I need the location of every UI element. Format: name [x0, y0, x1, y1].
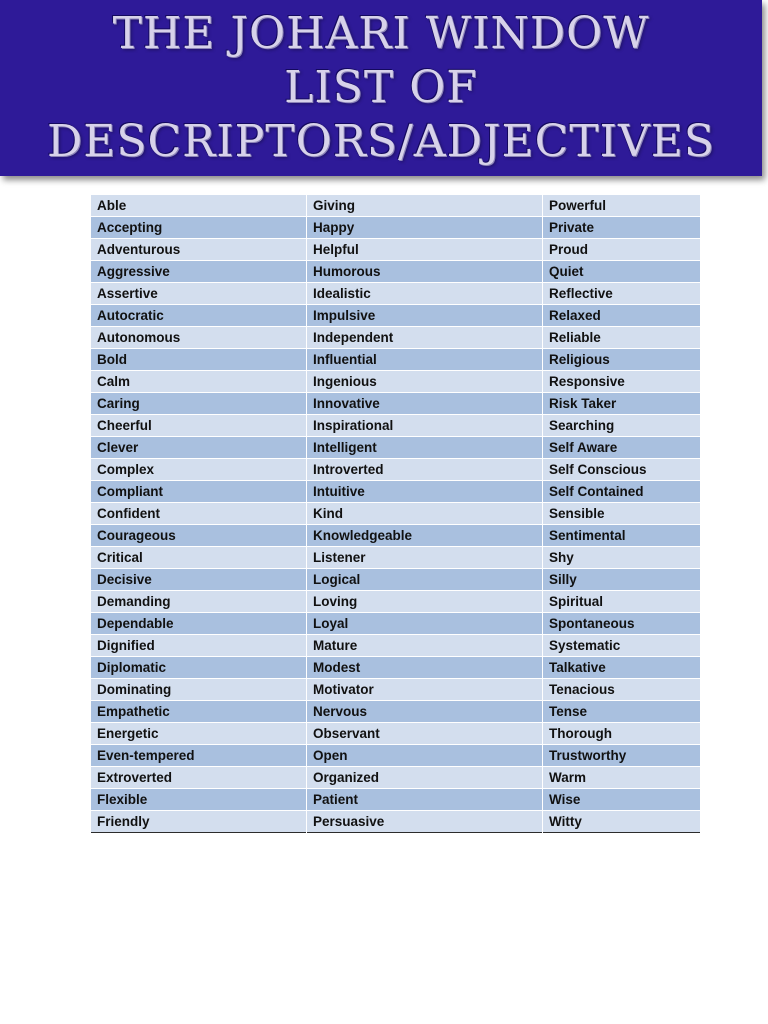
descriptor-cell: Trustworthy	[543, 745, 701, 767]
descriptor-cell: Warm	[543, 767, 701, 789]
table-row	[91, 239, 701, 261]
descriptor-cell: Quiet	[543, 261, 701, 283]
descriptor-cell: Powerful	[543, 195, 701, 217]
descriptor-cell: Clever	[91, 437, 307, 459]
descriptor-cell: Ingenious	[307, 371, 543, 393]
descriptor-cell: Thorough	[543, 723, 701, 745]
descriptor-cell: Reflective	[543, 283, 701, 305]
descriptor-cell: Witty	[543, 811, 701, 833]
descriptor-cell: Introverted	[307, 459, 543, 481]
descriptor-cell: Independent	[307, 327, 543, 349]
descriptor-cell: Loyal	[307, 613, 543, 635]
descriptor-cell: Dignified	[91, 635, 307, 657]
descriptors-table-container	[90, 194, 700, 833]
descriptor-cell: Compliant	[91, 481, 307, 503]
descriptor-cell: Patient	[307, 789, 543, 811]
table-row	[91, 723, 701, 745]
descriptor-cell: Open	[307, 745, 543, 767]
descriptor-cell: Organized	[307, 767, 543, 789]
descriptor-cell: Spiritual	[543, 591, 701, 613]
descriptor-cell: Humorous	[307, 261, 543, 283]
descriptor-cell: Responsive	[543, 371, 701, 393]
descriptor-cell: Knowledgeable	[307, 525, 543, 547]
descriptor-cell: Logical	[307, 569, 543, 591]
descriptor-cell: Innovative	[307, 393, 543, 415]
descriptor-cell: Talkative	[543, 657, 701, 679]
descriptor-cell: Adventurous	[91, 239, 307, 261]
table-row	[91, 679, 701, 701]
table-row	[91, 481, 701, 503]
descriptor-cell: Sensible	[543, 503, 701, 525]
descriptor-cell: Giving	[307, 195, 543, 217]
table-row	[91, 745, 701, 767]
descriptor-cell: Motivator	[307, 679, 543, 701]
descriptor-cell: Dominating	[91, 679, 307, 701]
descriptor-cell: Assertive	[91, 283, 307, 305]
table-row	[91, 415, 701, 437]
descriptor-cell: Even-tempered	[91, 745, 307, 767]
table-row	[91, 635, 701, 657]
descriptor-cell: Confident	[91, 503, 307, 525]
descriptor-cell: Reliable	[543, 327, 701, 349]
table-row	[91, 305, 701, 327]
table-row	[91, 591, 701, 613]
table-row	[91, 547, 701, 569]
descriptor-cell: Shy	[543, 547, 701, 569]
descriptor-cell: Cheerful	[91, 415, 307, 437]
descriptor-cell: Mature	[307, 635, 543, 657]
descriptor-cell: Diplomatic	[91, 657, 307, 679]
descriptor-cell: Nervous	[307, 701, 543, 723]
table-row	[91, 393, 701, 415]
descriptor-cell: Searching	[543, 415, 701, 437]
title-line-2: LIST OF	[284, 62, 478, 113]
descriptor-cell: Sentimental	[543, 525, 701, 547]
descriptor-cell: Inspirational	[307, 415, 543, 437]
descriptor-cell: Courageous	[91, 525, 307, 547]
descriptor-cell: Listener	[307, 547, 543, 569]
descriptor-cell: Empathetic	[91, 701, 307, 723]
table-row	[91, 657, 701, 679]
descriptors-table	[90, 194, 701, 833]
descriptor-cell: Autocratic	[91, 305, 307, 327]
descriptor-cell: Autonomous	[91, 327, 307, 349]
descriptor-cell: Private	[543, 217, 701, 239]
descriptor-cell: Observant	[307, 723, 543, 745]
table-row	[91, 459, 701, 481]
descriptor-cell: Dependable	[91, 613, 307, 635]
table-row	[91, 261, 701, 283]
descriptor-cell: Caring	[91, 393, 307, 415]
descriptor-cell: Complex	[91, 459, 307, 481]
descriptor-cell: Persuasive	[307, 811, 543, 833]
descriptor-cell: Impulsive	[307, 305, 543, 327]
descriptor-cell: Kind	[307, 503, 543, 525]
descriptor-cell: Risk Taker	[543, 393, 701, 415]
descriptor-cell: Silly	[543, 569, 701, 591]
descriptor-cell: Systematic	[543, 635, 701, 657]
table-row	[91, 283, 701, 305]
descriptor-cell: Bold	[91, 349, 307, 371]
table-row	[91, 437, 701, 459]
descriptor-cell: Able	[91, 195, 307, 217]
table-row	[91, 613, 701, 635]
descriptor-cell: Calm	[91, 371, 307, 393]
descriptor-cell: Accepting	[91, 217, 307, 239]
descriptor-cell: Modest	[307, 657, 543, 679]
descriptor-cell: Loving	[307, 591, 543, 613]
descriptor-cell: Energetic	[91, 723, 307, 745]
table-row	[91, 217, 701, 239]
descriptor-cell: Self Contained	[543, 481, 701, 503]
table-row	[91, 371, 701, 393]
descriptor-cell: Intelligent	[307, 437, 543, 459]
table-row	[91, 525, 701, 547]
title-line-3: DESCRIPTORS/ADJECTIVES	[46, 116, 716, 167]
descriptor-cell: Intuitive	[307, 481, 543, 503]
descriptor-cell: Decisive	[91, 569, 307, 591]
descriptor-cell: Self Conscious	[543, 459, 701, 481]
table-row	[91, 327, 701, 349]
descriptor-cell: Tense	[543, 701, 701, 723]
descriptor-cell: Relaxed	[543, 305, 701, 327]
descriptor-cell: Aggressive	[91, 261, 307, 283]
descriptor-cell: Spontaneous	[543, 613, 701, 635]
descriptor-cell: Religious	[543, 349, 701, 371]
descriptor-cell: Happy	[307, 217, 543, 239]
table-row	[91, 701, 701, 723]
descriptor-cell: Proud	[543, 239, 701, 261]
table-row	[91, 195, 701, 217]
descriptor-cell: Tenacious	[543, 679, 701, 701]
descriptor-cell: Friendly	[91, 811, 307, 833]
descriptors-table-body	[91, 195, 701, 833]
descriptor-cell: Wise	[543, 789, 701, 811]
descriptor-cell: Critical	[91, 547, 307, 569]
table-row	[91, 349, 701, 371]
table-row	[91, 789, 701, 811]
title-banner	[0, 0, 762, 176]
table-row	[91, 503, 701, 525]
table-row	[91, 767, 701, 789]
descriptor-cell: Demanding	[91, 591, 307, 613]
descriptor-cell: Extroverted	[91, 767, 307, 789]
title-line-1: THE JOHARI WINDOW	[112, 8, 650, 59]
descriptor-cell: Helpful	[307, 239, 543, 261]
descriptor-cell: Self Aware	[543, 437, 701, 459]
table-row	[91, 811, 701, 833]
descriptor-cell: Flexible	[91, 789, 307, 811]
descriptor-cell: Idealistic	[307, 283, 543, 305]
descriptor-cell: Influential	[307, 349, 543, 371]
table-row	[91, 569, 701, 591]
